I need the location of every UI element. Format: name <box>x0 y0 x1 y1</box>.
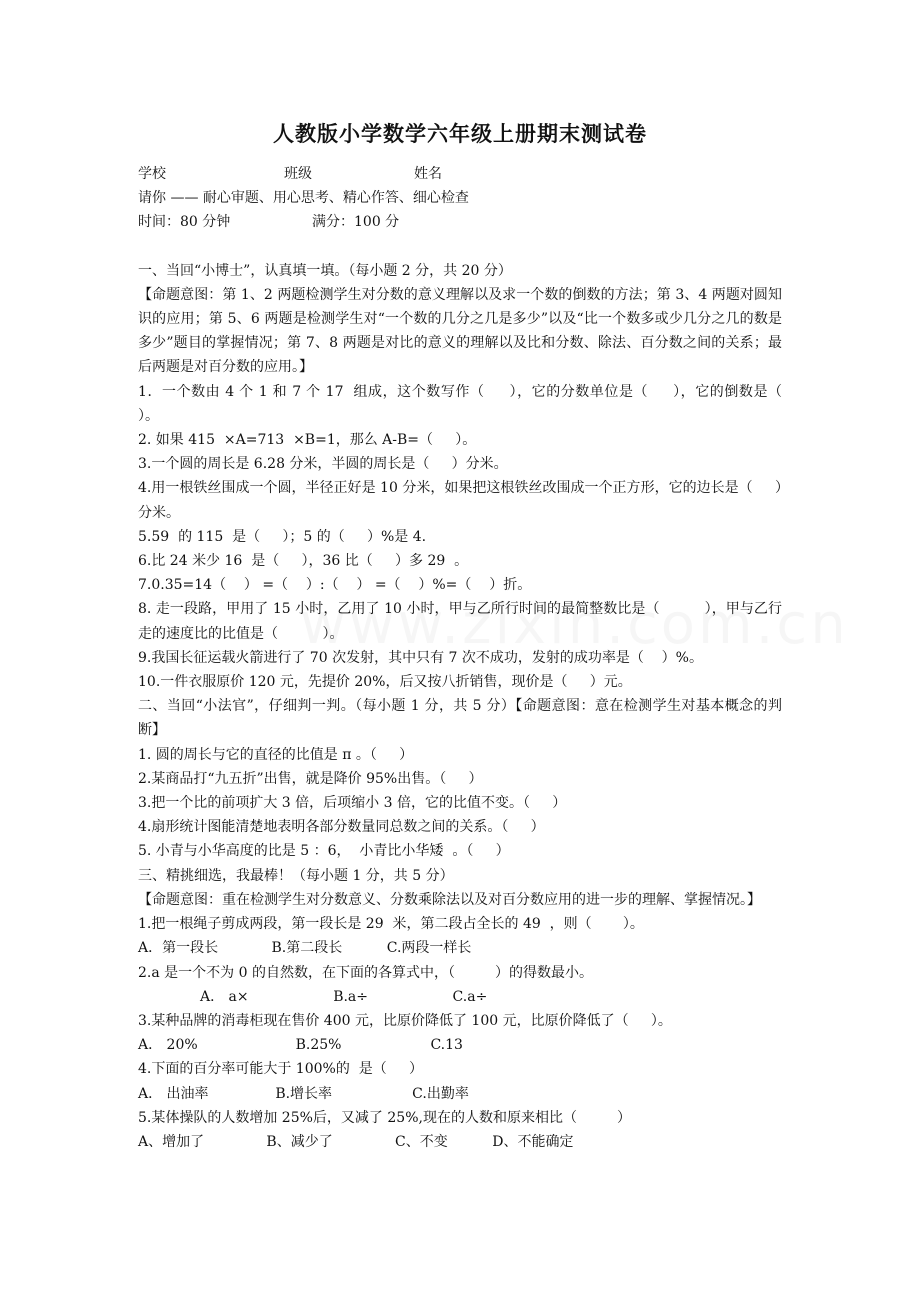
spacer <box>138 235 782 259</box>
question: 4.下面的百分率可能大于 100%的 是（ ） <box>138 1061 423 1078</box>
motto: 请你 —— 耐心审题、用心思考、精心作答、细心检查 <box>138 190 469 207</box>
question: 3.把一个比的前项扩大 3 倍，后项缩小 3 倍，它的比值不变。（ ） <box>138 795 567 812</box>
answer-options: A．第一段长 B.第二段长 C.两段一样长 <box>138 940 472 957</box>
answer-options: A． 出油率 B.增长率 C.出勤率 <box>138 1085 469 1102</box>
question: 2.a 是一个不为 0 的自然数，在下面的各算式中，（ ）的得数最小。 <box>138 964 594 981</box>
question: 7.0.35=14（ ） =（ ）:（ ） =（ ）%=（ ）折。 <box>138 577 532 594</box>
school-label: 学校 <box>138 166 166 182</box>
question: 1. 圆的周长与它的直径的比值是 π 。（ ） <box>138 746 414 763</box>
section-intent: 【命题意图：重在检测学生对分数意义、分数乘除法以及对百分数应用的进一步的理解、掌握情况。】 <box>138 891 761 908</box>
answer-options: A． 20% B.25% C.13 <box>138 1037 463 1054</box>
section-intent: 【命题意图：第 1、2 两题检测学生对分数的意义理解以及求一个数的倒数的方法；第 3、4 两题对圆知识的应用；第 5、6 两题是检测学生对“一个数的几分之几是多少”以及“比一个数多或少几分之几的数是多少”题目的掌握情况；第 7、8 两题是对比的意义的理解以及比和分数、除法、百分数之间的关系；最后两题是对百分数的应用。】 <box>138 286 782 376</box>
question: 5.某体操队的人数增加 25%后，又减了 25%,现在的人数和原来相比（ ） <box>138 1109 631 1126</box>
page-title: 人教版小学数学六年级上册期末测试卷 <box>273 121 647 146</box>
question: 5.59 的 115 是（ ）；5 的（ ）%是 4. <box>138 528 427 545</box>
section-2 <box>138 694 782 863</box>
question: 8. 走一段路，甲用了 15 小时，乙用了 10 小时，甲与乙所行时间的最简整数比是（ ），甲与乙行走的速度比的比值是（ ）。 <box>138 601 782 642</box>
document-page <box>138 118 805 1154</box>
question: 6.比 24 米少 16 是（ ），36 比（ ）多 29 。 <box>138 553 469 570</box>
question: 1.把一根绳子剪成两段，第一段长是 29 米，第二段占全长的 49 ，则（ ）。 <box>138 916 644 933</box>
question: 4.用一根铁丝围成一个圆，半径正好是 10 分米，如果把这根铁丝改围成一个正方形，它的边长是（ ）分米。 <box>138 480 782 521</box>
question: 3.某种品牌的消毒柜现在售价 400 元，比原价降低了 100 元，比原价降低了（ ）。 <box>138 1012 672 1029</box>
section-heading: 一、当回“小博士”，认真填一填。（每小题 2 分，共 20 分） <box>138 262 512 279</box>
full-score: 满分：100 分 <box>312 214 400 231</box>
name-label: 姓名 <box>414 166 442 182</box>
exam-meta-row <box>138 210 782 234</box>
question: 4.扇形统计图能清楚地表明各部分数量同总数之间的关系。（ ） <box>138 819 545 836</box>
question: 10.一件衣服原价 120 元，先提价 20%，后又按八折销售，现价是（ ）元。 <box>138 674 632 691</box>
question: 5. 小青与小华高度的比是 5 ：6， 小青比小华矮 。（ ） <box>138 843 510 860</box>
answer-options: A． a× B.a÷ C.a÷ <box>200 988 488 1005</box>
question: 2.某商品打“九五折”出售，就是降价 95%出售。（ ） <box>138 770 483 787</box>
section-heading: 二、当回“小法官”，仔细判一判。（每小题 1 分，共 5 分）【命题意图：意在检测学生对基本概念的判断】 <box>138 698 782 739</box>
student-info-row <box>138 162 782 186</box>
question: 9.我国长征运载火箭进行了 70 次发射，其中只有 7 次不成功，发射的成功率是（ ）%。 <box>138 649 703 666</box>
section-heading: 三、精挑细选，我最棒！（每小题 1 分，共 5 分） <box>138 867 454 884</box>
time-limit: 时间：80 分钟 <box>138 214 231 231</box>
question: 2. 如果 415 ×A=713 ×B=1，那么 A-B=（ ）。 <box>138 432 477 449</box>
question: 1．一个数由 4 个 1 和 7 个 17 组成，这个数写作（ ），它的分数单位是（ ），它的倒数是（ ）。 <box>138 383 805 424</box>
answer-options: A、增加了 B、减少了 C、不变 D、不能确定 <box>138 1133 574 1150</box>
section-1 <box>138 259 805 695</box>
section-3 <box>138 864 782 1154</box>
question: 3.一个圆的周长是 6.28 分米，半圆的周长是（ ）分米。 <box>138 456 508 473</box>
class-label: 班级 <box>284 166 312 182</box>
